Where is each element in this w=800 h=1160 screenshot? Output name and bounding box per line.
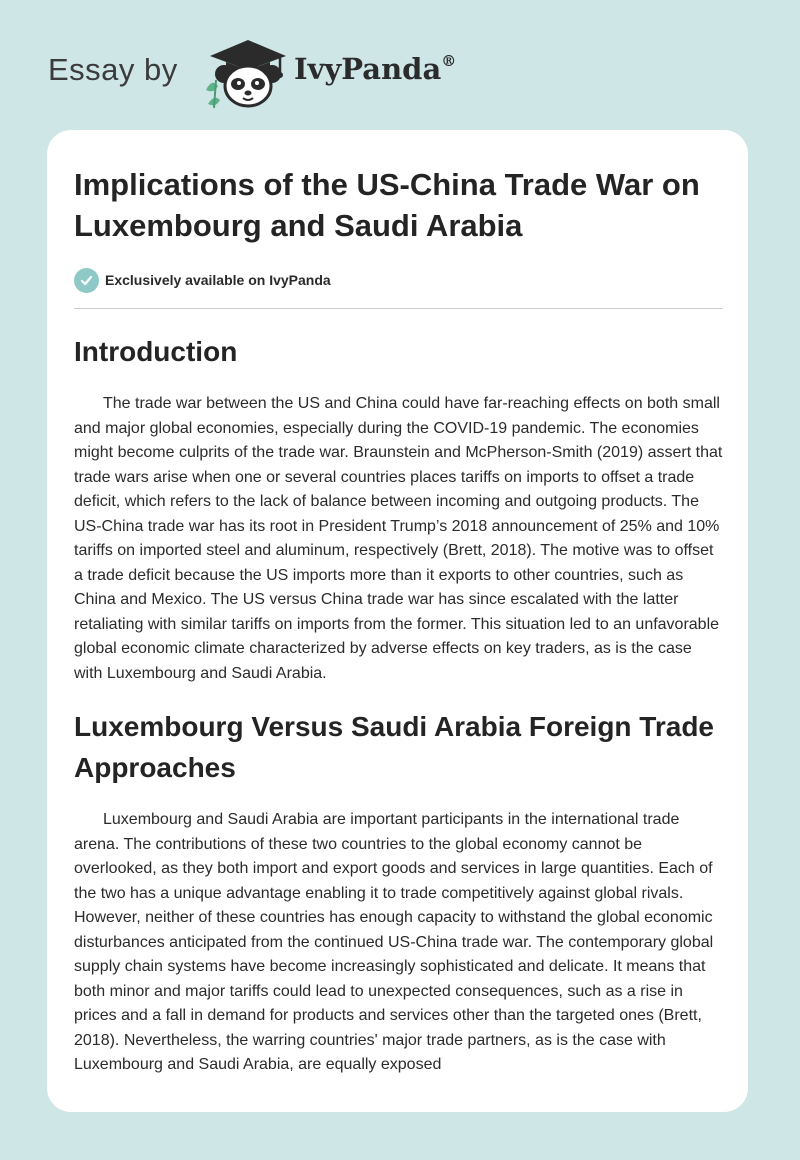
section-paragraph-trade-approaches: Luxembourg and Saudi Arabia are important participants in the international trade arena. The contributions of these two countries to the global economy cannot be overlooked, as they both import and export goods and services in large quantities. Each of the two has a unique advantage enabling it to trade competitively against global rivals. However, neither of these countries has enough capacity to withstand the global economic disturbances anticipated from the continued US-China trade war. The contemporary global supply chain systems have become increasingly sophisticated and delicate. It means that both minor and major tariffs could lead to unexpected consequences, such as a rise in prices and a fall in demand for products and services other than the targeted ones (Brett, 2018). Nevertheless, the warring countries' major trade partners, as is the case with Luxembourg and Saudi Arabia, are equally exposed <box>74 811 714 1073</box>
exclusive-label: Exclusively available on IvyPanda <box>105 272 331 288</box>
exclusive-badge <box>74 266 724 294</box>
essay-by-label: Essay by <box>48 52 178 87</box>
title-divider <box>74 308 723 309</box>
essay-card <box>47 130 748 1112</box>
check-circle-icon <box>74 268 99 293</box>
page-title: Implications of the US-China Trade War on Luxembourg and Saudi Arabia <box>74 167 700 243</box>
panda-logo-icon[interactable] <box>202 34 292 110</box>
site-header <box>48 34 508 114</box>
brand-name[interactable]: IvyPanda® <box>294 52 457 86</box>
section-heading-trade-approaches: Luxembourg Versus Saudi Arabia Foreign Trade Approaches <box>74 711 715 783</box>
section-heading-introduction: Introduction <box>74 336 238 367</box>
section-paragraph-introduction: The trade war between the US and China could have far-reaching effects on both small and major global economies, especially during the COVID-19 pandemic. The economies might become culprits of the trade war. Braunstein and McPherson-Smith (2019) assert that trade wars arise when one or several countries places tariffs on imports to offset a trade deficit, which refers to the lack of balance between incoming and outgoing products. The US-China trade war has its root in President Trump’s 2018 announcement of 25% and 10% tariffs on imported steel and aluminum, respectively (Brett, 2018). The motive was to offset a trade deficit because the US imports more than it exports to other countries, such as China and Mexico. The US versus China trade war has since escalated with the latter retaliating with similar tariffs on imports from the former. This situation led to an unfavorable global economic climate characterized by adverse effects on key traders, as is the case with Luxembourg and Saudi Arabia. <box>74 395 723 682</box>
registered-mark: ® <box>441 52 457 71</box>
essay-content <box>74 164 724 1078</box>
